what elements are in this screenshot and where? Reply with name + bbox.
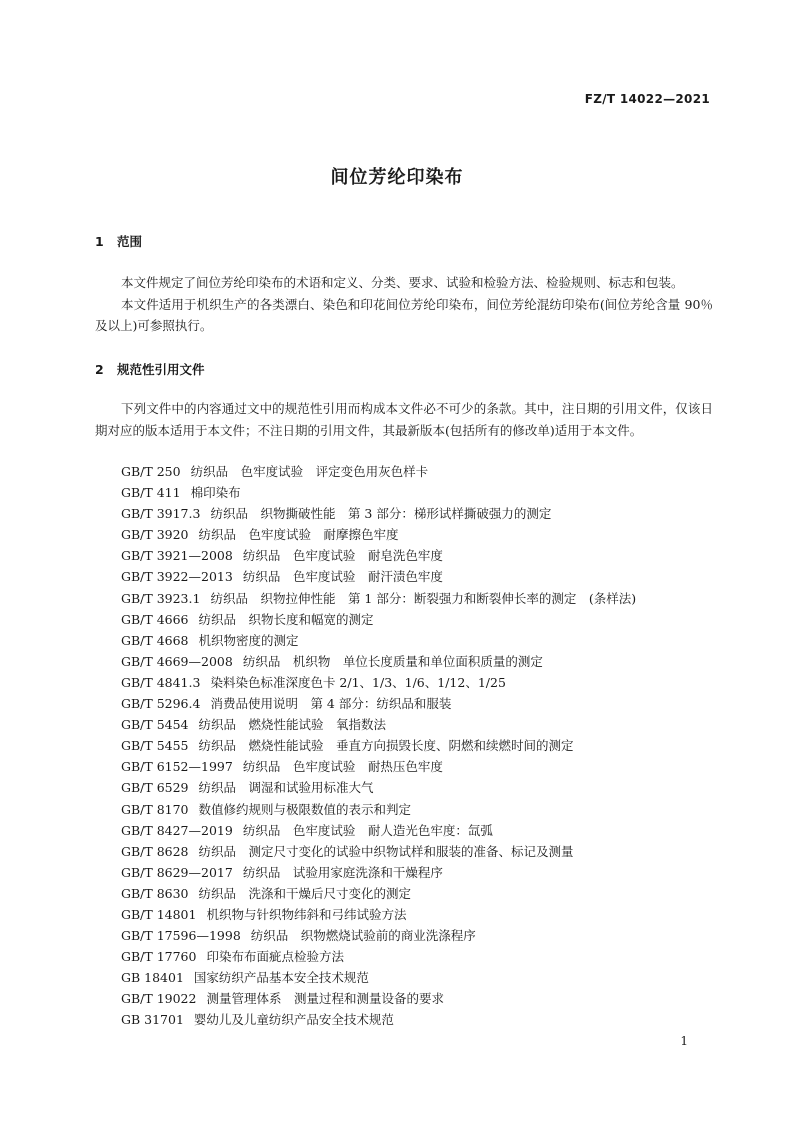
reference-code: GB/T 4841.3: [121, 674, 201, 690]
reference-item: [121, 503, 636, 524]
reference-item: [121, 883, 636, 904]
reference-title: 纺织品 调湿和试验用标准大气: [198, 780, 374, 796]
reference-item: [121, 630, 636, 651]
reference-code: GB/T 3922—2013: [121, 569, 233, 585]
section-2-intro: [95, 398, 713, 441]
section-number: 1: [95, 234, 104, 249]
reference-item: [121, 1009, 636, 1030]
reference-title: 印染布布面疵点检验方法: [206, 949, 344, 965]
reference-code: GB/T 4669—2008: [121, 653, 233, 669]
reference-item: [121, 777, 636, 798]
reference-title: 机织物密度的测定: [198, 632, 299, 648]
reference-title: 机织物与针织物纬斜和弓纬试验方法: [206, 906, 407, 922]
reference-title: 纺织品 机织物 单位长度质量和单位面积质量的测定: [242, 653, 543, 669]
reference-title: 纺织品 织物燃烧试验前的商业洗涤程序: [250, 928, 476, 944]
reference-title: 纺织品 织物撕破性能 第 3 部分：梯形试样撕破强力的测定: [210, 506, 552, 522]
reference-title: 染料染色标准深度色卡 2/1、1/3、1/6、1/12、1/25: [210, 674, 506, 690]
paragraph: 本文件适用于机织生产的各类漂白、染色和印花间位芳纶印染布，间位芳纶混纺印染布(间位芳纶含量 90％及以上)可参照执行。: [95, 296, 713, 333]
document-title: 间位芳纶印染布: [330, 167, 464, 188]
reference-code: GB/T 8628: [121, 843, 189, 859]
reference-item: [121, 693, 636, 714]
reference-code: GB 31701: [121, 1012, 184, 1028]
reference-title: 国家纺织产品基本安全技术规范: [193, 970, 369, 986]
reference-code: GB/T 411: [121, 485, 181, 501]
reference-title: 纺织品 洗涤和干燥后尺寸变化的测定: [198, 885, 412, 901]
reference-code: GB/T 3921—2008: [121, 548, 233, 564]
reference-item: [121, 735, 636, 756]
reference-code: GB/T 3923.1: [121, 590, 201, 606]
reference-title: 纺织品 燃烧性能试验 氧指数法: [198, 717, 387, 733]
reference-title: 纺织品 织物长度和幅宽的测定: [198, 611, 374, 627]
reference-list: [121, 461, 636, 1031]
reference-item: [121, 566, 636, 587]
reference-item: [121, 588, 636, 609]
reference-item: [121, 609, 636, 630]
reference-item: [121, 862, 636, 883]
reference-code: GB/T 8630: [121, 885, 189, 901]
reference-item: [121, 799, 636, 820]
reference-code: GB/T 250: [121, 464, 181, 479]
reference-code: GB/T 4668: [121, 632, 189, 648]
paragraph: 下列文件中的内容通过文中的规范性引用而构成本文件必不可少的条款。其中，注日期的引用文件，仅该日期对应的版本适用于本文件；不注日期的引用文件，其最新版本(包括所有的修改单)适用于本文件。: [95, 401, 713, 438]
section-1-heading: [95, 232, 142, 250]
reference-code: GB/T 6152—1997: [121, 759, 233, 775]
reference-title: 纺织品 色牢度试验 耐汗渍色牢度: [242, 569, 443, 585]
reference-code: GB/T 6529: [121, 780, 189, 796]
reference-code: GB/T 5455: [121, 738, 189, 754]
reference-code: GB/T 8170: [121, 801, 189, 817]
reference-code: GB/T 19022: [121, 991, 197, 1007]
reference-item: [121, 904, 636, 925]
reference-item: [121, 651, 636, 672]
reference-item: [121, 714, 636, 735]
reference-item: [121, 841, 636, 862]
reference-title: 纺织品 试验用家庭洗涤和干燥程序: [242, 864, 443, 880]
reference-title: 婴幼儿及儿童纺织产品安全技术规范: [193, 1012, 394, 1028]
page-number: 1: [680, 1034, 688, 1048]
reference-code: GB/T 8629—2017: [121, 864, 233, 880]
reference-code: GB/T 8427—2019: [121, 822, 233, 838]
section-title: 规范性引用文件: [117, 362, 205, 377]
section-number: 2: [95, 362, 104, 377]
reference-code: GB 18401: [121, 970, 184, 986]
standard-code: FZ/T 14022—2021: [584, 92, 710, 106]
reference-code: GB/T 3917.3: [121, 506, 201, 522]
reference-code: GB/T 17596—1998: [121, 928, 241, 944]
reference-item: [121, 946, 636, 967]
reference-title: 棉印染布: [190, 485, 241, 501]
reference-item: [121, 545, 636, 566]
reference-title: 纺织品 织物拉伸性能 第 1 部分：断裂强力和断裂伸长率的测定 (条样法): [210, 590, 637, 606]
reference-item: [121, 461, 636, 482]
reference-item: [121, 925, 636, 946]
reference-item: [121, 988, 636, 1009]
reference-code: GB/T 14801: [121, 906, 197, 922]
paragraph: 本文件规定了间位芳纶印染布的术语和定义、分类、要求、试验和检验方法、检验规则、标志和包装。: [121, 275, 684, 290]
reference-title: 纺织品 燃烧性能试验 垂直方向损毁长度、阴燃和续燃时间的测定: [198, 738, 574, 754]
reference-item: [121, 756, 636, 777]
reference-title: 纺织品 色牢度试验 评定变色用灰色样卡: [190, 464, 429, 479]
reference-item: [121, 967, 636, 988]
reference-title: 纺织品 色牢度试验 耐人造光色牢度：氙弧: [242, 822, 493, 838]
reference-title: 纺织品 色牢度试验 耐皂洗色牢度: [242, 548, 443, 564]
reference-item: [121, 524, 636, 545]
reference-title: 消费品使用说明 第 4 部分：纺织品和服装: [210, 696, 452, 712]
reference-title: 数值修约规则与极限数值的表示和判定: [198, 801, 412, 817]
reference-item: [121, 820, 636, 841]
reference-item: [121, 672, 636, 693]
reference-title: 纺织品 色牢度试验 耐热压色牢度: [242, 759, 443, 775]
reference-title: 纺织品 测定尺寸变化的试验中织物试样和服装的准备、标记及测量: [198, 843, 574, 859]
section-1-body: [95, 272, 713, 337]
reference-title: 纺织品 色牢度试验 耐摩擦色牢度: [198, 527, 399, 543]
reference-code: GB/T 5454: [121, 717, 189, 733]
reference-code: GB/T 5296.4: [121, 696, 201, 712]
section-title: 范围: [117, 234, 143, 249]
section-2-heading: [95, 360, 205, 378]
reference-item: [121, 482, 636, 503]
reference-code: GB/T 17760: [121, 949, 197, 965]
reference-code: GB/T 3920: [121, 527, 189, 543]
reference-code: GB/T 4666: [121, 611, 189, 627]
reference-title: 测量管理体系 测量过程和测量设备的要求: [206, 991, 444, 1007]
